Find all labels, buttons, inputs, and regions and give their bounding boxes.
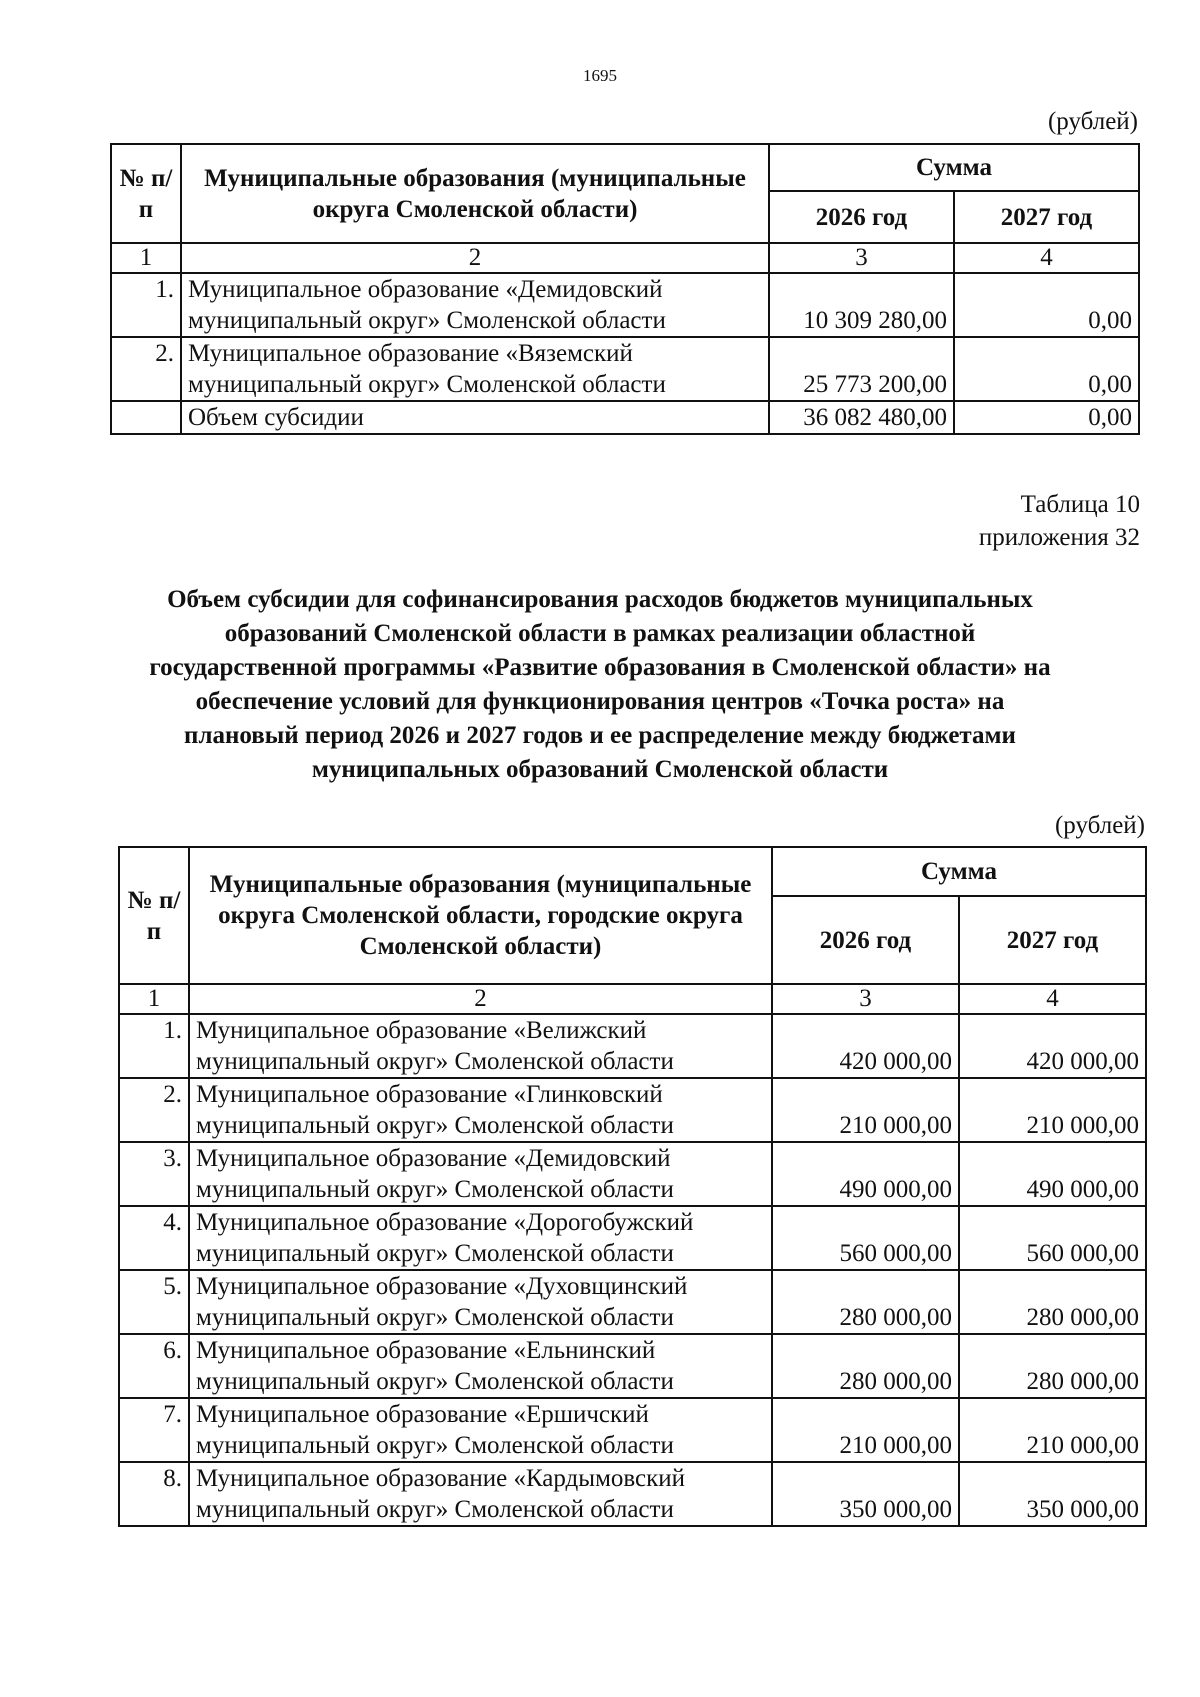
table-row bbox=[111, 273, 1139, 337]
table1-header-2026: 2026 год bbox=[769, 191, 954, 243]
municipality-name: Муниципальное образование «Велижский муниципальный округ» Смоленской области bbox=[189, 1014, 772, 1078]
table-row bbox=[119, 1334, 1146, 1398]
table1-header-municipal: Муниципальные образования (муниципальные округа Смоленской области) bbox=[181, 144, 769, 243]
row-number: 2. bbox=[111, 337, 181, 401]
sum-2026: 420 000,00 bbox=[772, 1014, 959, 1078]
sum-2026: 210 000,00 bbox=[772, 1078, 959, 1142]
table-row bbox=[119, 1206, 1146, 1270]
table2-header-2026: 2026 год bbox=[772, 896, 959, 984]
table2-colnum: 1 bbox=[119, 984, 189, 1014]
table1-colnum: 3 bbox=[769, 243, 954, 273]
table2-colnum: 4 bbox=[959, 984, 1146, 1014]
table1-header-number: № п/п bbox=[111, 144, 181, 243]
table1-colnum: 4 bbox=[954, 243, 1139, 273]
table1-total-row bbox=[111, 401, 1139, 434]
appendix-table-number: Таблица 10 bbox=[1020, 491, 1140, 518]
table-row bbox=[119, 1142, 1146, 1206]
row-number: 6. bbox=[119, 1334, 189, 1398]
sum-2026: 25 773 200,00 bbox=[769, 337, 954, 401]
sum-2027: 210 000,00 bbox=[959, 1398, 1146, 1462]
row-number: 4. bbox=[119, 1206, 189, 1270]
municipality-name: Муниципальное образование «Ельнинский муниципальный округ» Смоленской области bbox=[189, 1334, 772, 1398]
table2 bbox=[118, 846, 1147, 1527]
table2-colnum: 3 bbox=[772, 984, 959, 1014]
sum-2027: 560 000,00 bbox=[959, 1206, 1146, 1270]
title-line: обеспечение условий для функционирования центров «Точка роста» на bbox=[195, 688, 1005, 715]
table1 bbox=[110, 143, 1140, 435]
municipality-name: Муниципальное образование «Демидовский муниципальный округ» Смоленской области bbox=[189, 1142, 772, 1206]
table2-column-numbers bbox=[119, 984, 1146, 1014]
sum-2027: 0,00 bbox=[954, 337, 1139, 401]
title-line: плановый период 2026 и 2027 годов и ее распределение между бюджетами bbox=[184, 722, 1016, 749]
table-row bbox=[119, 1462, 1146, 1526]
row-number: 2. bbox=[119, 1078, 189, 1142]
title-line: государственной программы «Развитие образования в Смоленской области» на bbox=[149, 654, 1051, 681]
sum-2027: 490 000,00 bbox=[959, 1142, 1146, 1206]
page-number: 1695 bbox=[583, 66, 617, 85]
table-row bbox=[119, 1014, 1146, 1078]
total-2026: 36 082 480,00 bbox=[769, 401, 954, 434]
sum-2027: 280 000,00 bbox=[959, 1270, 1146, 1334]
table2-header-number: № п/п bbox=[119, 847, 189, 984]
row-number: 7. bbox=[119, 1398, 189, 1462]
sum-2026: 10 309 280,00 bbox=[769, 273, 954, 337]
appendix-number: приложения 32 bbox=[978, 524, 1140, 551]
table1-header-sum: Сумма bbox=[769, 144, 1139, 191]
sum-2027: 210 000,00 bbox=[959, 1078, 1146, 1142]
table-row bbox=[119, 1078, 1146, 1142]
table2-colnum: 2 bbox=[189, 984, 772, 1014]
table2-header-municipal: Муниципальные образования (муниципальные округа Смоленской области, городские округа Смоленской области) bbox=[189, 847, 772, 984]
total-label: Объем субсидии bbox=[181, 401, 769, 434]
municipality-name: Муниципальное образование «Кардымовский муниципальный округ» Смоленской области bbox=[189, 1462, 772, 1526]
title-line: образований Смоленской области в рамках реализации областной bbox=[224, 620, 976, 647]
municipality-name: Муниципальное образование «Дорогобужский муниципальный округ» Смоленской области bbox=[189, 1206, 772, 1270]
title-line: муниципальных образований Смоленской области bbox=[311, 756, 889, 783]
row-number: 8. bbox=[119, 1462, 189, 1526]
municipality-name: Муниципальное образование «Демидовский муниципальный округ» Смоленской области bbox=[181, 273, 769, 337]
row-number: 1. bbox=[119, 1014, 189, 1078]
row-number: 5. bbox=[119, 1270, 189, 1334]
table1-column-numbers bbox=[111, 243, 1139, 273]
sum-2027: 420 000,00 bbox=[959, 1014, 1146, 1078]
municipality-name: Муниципальное образование «Ершичский муниципальный округ» Смоленской области bbox=[189, 1398, 772, 1462]
table1-header-2027: 2027 год bbox=[954, 191, 1139, 243]
table-row bbox=[119, 1270, 1146, 1334]
total-2027: 0,00 bbox=[954, 401, 1139, 434]
table2-header-2027: 2027 год bbox=[959, 896, 1146, 984]
row-number: 3. bbox=[119, 1142, 189, 1206]
title-line: Объем субсидии для софинансирования расходов бюджетов муниципальных bbox=[167, 586, 1033, 613]
sum-2027: 0,00 bbox=[954, 273, 1139, 337]
sum-2027: 280 000,00 bbox=[959, 1334, 1146, 1398]
municipality-name: Муниципальное образование «Глинковский муниципальный округ» Смоленской области bbox=[189, 1078, 772, 1142]
municipality-name: Муниципальное образование «Духовщинский муниципальный округ» Смоленской области bbox=[189, 1270, 772, 1334]
appendix-reference bbox=[979, 488, 1140, 554]
sum-2026: 210 000,00 bbox=[772, 1398, 959, 1462]
table1-unit: (рублей) bbox=[1047, 108, 1138, 135]
table1-colnum: 1 bbox=[111, 243, 181, 273]
sum-2026: 280 000,00 bbox=[772, 1270, 959, 1334]
table2-header-sum: Сумма bbox=[772, 847, 1146, 896]
table-row bbox=[119, 1398, 1146, 1462]
document-title bbox=[0, 583, 1200, 787]
table-row bbox=[111, 337, 1139, 401]
municipality-name: Муниципальное образование «Вяземский муниципальный округ» Смоленской области bbox=[181, 337, 769, 401]
table2-unit: (рублей) bbox=[1054, 812, 1145, 839]
sum-2026: 350 000,00 bbox=[772, 1462, 959, 1526]
sum-2026: 280 000,00 bbox=[772, 1334, 959, 1398]
sum-2026: 560 000,00 bbox=[772, 1206, 959, 1270]
sum-2026: 490 000,00 bbox=[772, 1142, 959, 1206]
sum-2027: 350 000,00 bbox=[959, 1462, 1146, 1526]
table1-colnum: 2 bbox=[181, 243, 769, 273]
row-number: 1. bbox=[111, 273, 181, 337]
